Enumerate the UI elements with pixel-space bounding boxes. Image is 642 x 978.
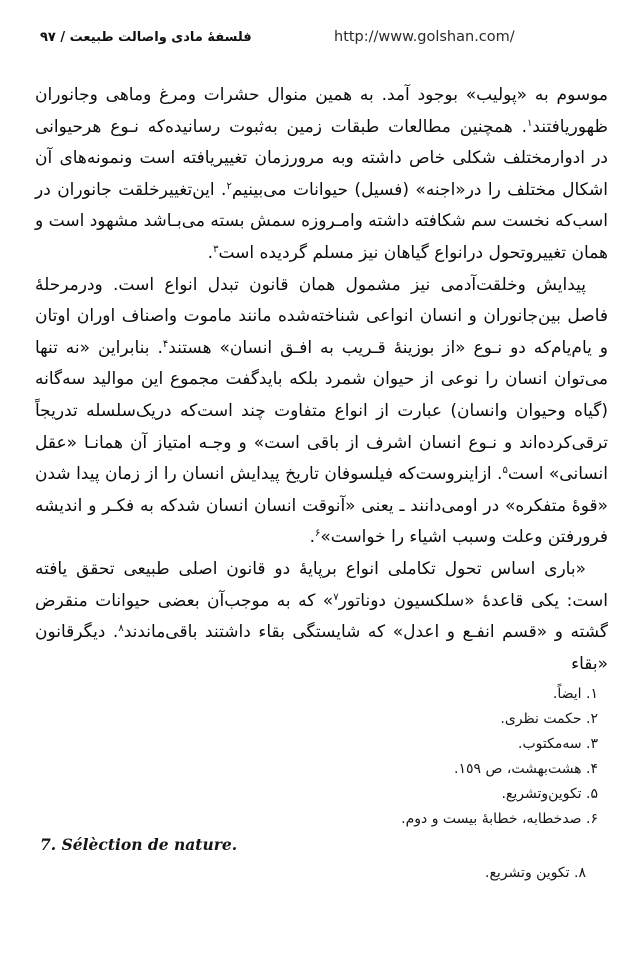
footnote-line: ۳. سه‌مکتوب. xyxy=(518,736,598,752)
footnote-line: ۶. صدخطابه، خطابۀ بیست و دوم. xyxy=(401,811,598,827)
body-line: (گیاه وحیوان وانسان) عبارت از انواع متفاوت چند است‌که دریک‌سلسله تدریجاً xyxy=(35,400,608,421)
footnote-latin: 7. Sélèction de nature. xyxy=(40,835,238,854)
body-line: ترقی‌کرده‌اند و نـوع انسان اشرف از باقی است» و وجـه امتیاز آن همانـا «عقل xyxy=(35,432,608,453)
footnote-line: ۸. تکوین وتشریع. xyxy=(485,865,586,881)
footnotes-block-bottom xyxy=(60,861,586,886)
page-header-url: http://www.golshan.com/ xyxy=(334,29,515,45)
body-line: «قوۀ متفکره» در اومی‌دانند ـ یعنی «آنوقت انسان انسان شدکه به فکـر و اندیشه xyxy=(35,495,608,516)
body-line: اسب‌که نخست سم شکافته داشته وامـروزه سمش بسته می‌بـاشد مشهود است و xyxy=(35,211,608,232)
body-line: «باری اساس تحول تکاملی انواع برپایۀ دو قانون اصلی طبیعی تحقق یافته xyxy=(35,558,586,579)
body-line: موسوم به «پولیب» بوجود آمد. به همین منوال حشرات ومرغ وماهی وجانوران xyxy=(35,85,608,105)
body-line: همان تغییروتحول درانواع گیاهان نیز مسلم گردیده است$^۳$. xyxy=(207,242,608,263)
footnote-line: ۵. تکوین‌وتشریع. xyxy=(501,786,598,802)
page-header-title: فلسفۀ مادی واصالت طبیعت / ۹۷ xyxy=(40,30,252,45)
body-line: ظهوریافتند$^۱$. همچنین مطالعات طبقات زمین به‌ثبوت رسانیده‌که نـوع هرحیوانی xyxy=(35,116,608,137)
body-text xyxy=(35,80,608,680)
body-line: و یام‌یام‌که دو نـوع «از بوزینۀ قـریب به افـق انسان» هستند$^۴$. بنابراین «نه تنها xyxy=(35,337,608,358)
body-line: فاصل بین‌جانوران و انسان انواعی شناخته‌شده مانند ماموت واصناف اوران اوتان xyxy=(35,306,608,327)
footnote-line: ۱. ایضاً. xyxy=(552,686,598,702)
body-line: می‌توان انسان را نوعی از حیوان شمرد بلکه بایدگفت مجموع این موالید سه‌گانه xyxy=(35,369,608,390)
body-line: اشکال مختلف را در«اجنه» (فسیل) حیوانات می‌بینیم$^۲$. این‌تغییرخلقت جانوران در xyxy=(35,179,608,200)
body-line: پیدایش وخلقت‌آدمی نیز مشمول همان قانون تبدل انواع است. ودرمرحلۀ xyxy=(35,274,586,295)
footnote-line: ۴. هشت‌بهشت، ص ١٥٩. xyxy=(454,761,598,777)
body-line: انسانی» است$^۵$. ازاینروست‌که فیلسوفان تاریخ پیدایش انسان را از زمان پیدا شدن xyxy=(35,464,609,485)
body-line: گشته و «قسم انفـع و اعدل» که شایستگی بقاء داشتند باقی‌ماندند$^۸$. دیگرقانون «بقاء xyxy=(35,622,608,674)
body-line: در ادوارمختلف شکلی خاص داشته وبه مرورزمان تغییریافته است ونمونه‌های آن xyxy=(35,148,608,169)
footnotes-block xyxy=(60,682,598,832)
body-line: است: یکی قاعدۀ «سلکسیون دوناتور$^۷$» که به موجب‌آن بعضی حیوانات منقرض xyxy=(35,590,608,611)
body-line: فرورفتن وعلت وسبب اشیاء را خواست»$^۶$. xyxy=(309,527,608,548)
footnote-line: ۲. حکمت نظری. xyxy=(500,711,598,727)
